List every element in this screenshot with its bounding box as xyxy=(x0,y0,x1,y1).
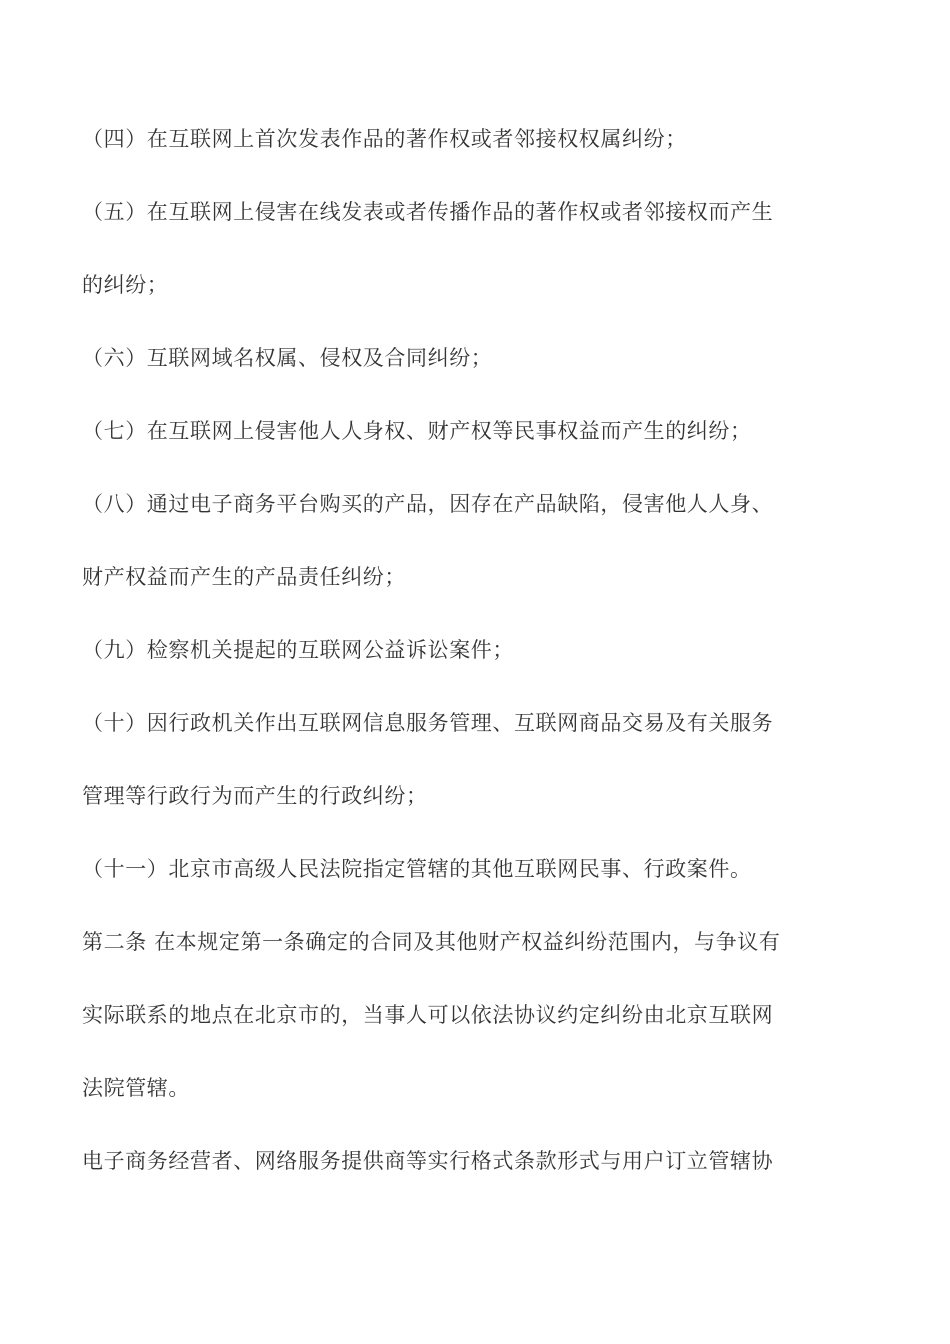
paragraph-line: （十）因行政机关作出互联网信息服务管理、互联网商品交易及有关服务 xyxy=(82,711,774,735)
paragraph-line: （九）检察机关提起的互联网公益诉讼案件； xyxy=(82,638,514,662)
paragraph-line: （七）在互联网上侵害他人人身权、财产权等民事权益而产生的纠纷； xyxy=(82,419,752,443)
paragraph-line: 管理等行政行为而产生的行政纠纷； xyxy=(82,784,428,808)
paragraph-line: （六）互联网域名权属、侵权及合同纠纷； xyxy=(82,346,493,370)
paragraph-line: 第二条 在本规定第一条确定的合同及其他财产权益纠纷范围内，与争议有 xyxy=(82,930,781,954)
paragraph-line: （八）通过电子商务平台购买的产品，因存在产品缺陷，侵害他人人身、 xyxy=(82,492,774,516)
paragraph-line: 法院管辖。 xyxy=(82,1076,190,1100)
paragraph-line: 财产权益而产生的产品责任纠纷； xyxy=(82,565,406,589)
paragraph-line: （五）在互联网上侵害在线发表或者传播作品的著作权或者邻接权而产生 xyxy=(82,200,774,224)
paragraph-line: （四）在互联网上首次发表作品的著作权或者邻接权权属纠纷； xyxy=(82,127,687,151)
paragraph-line: 的纠纷； xyxy=(82,273,169,297)
paragraph-line: 电子商务经营者、网络服务提供商等实行格式条款形式与用户订立管辖协 xyxy=(82,1149,774,1173)
paragraph-line: 实际联系的地点在北京市的，当事人可以依法协议约定纠纷由北京互联网 xyxy=(82,1003,774,1027)
paragraph-line: （十一）北京市高级人民法院指定管辖的其他互联网民事、行政案件。 xyxy=(82,857,752,881)
